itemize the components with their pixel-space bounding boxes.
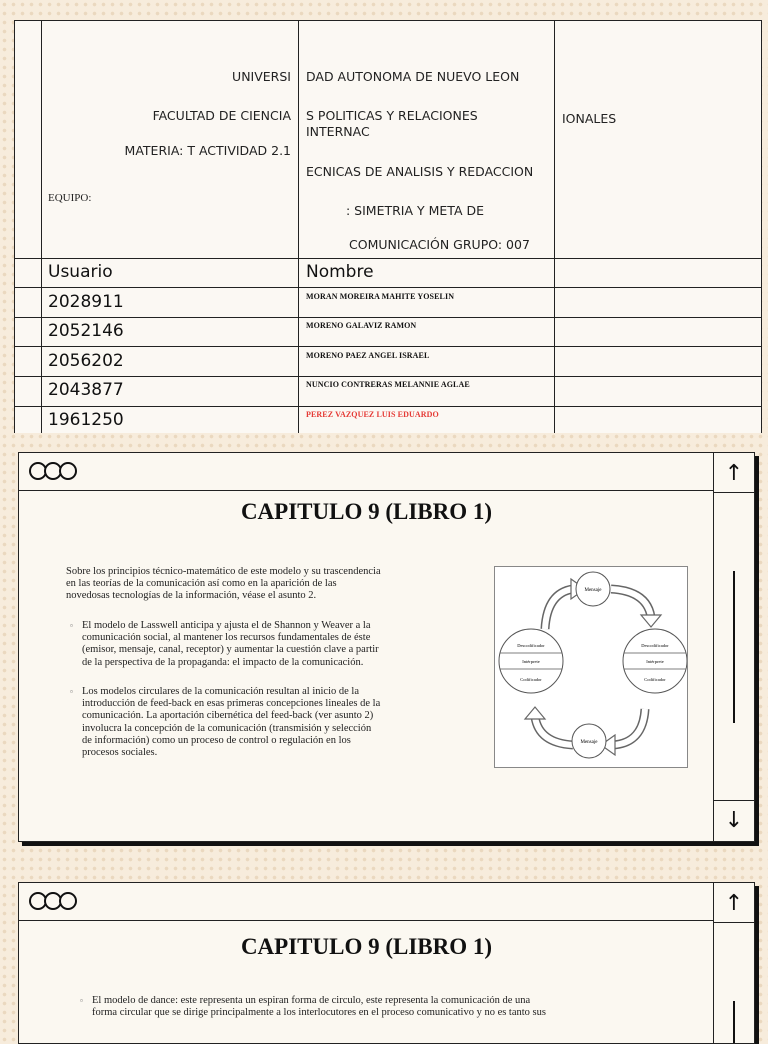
header-faculty-part4: IONALES (562, 111, 617, 126)
slide-intro-paragraph (66, 566, 381, 603)
text-line: El modelo de Lasswell anticipa y ajusta el de Shannon y Weaver a la (82, 620, 371, 631)
bullet-item (70, 686, 381, 759)
table-row-nombre-highlighted: PEREZ VAZQUEZ LUIS EDUARDO (306, 410, 439, 419)
table-row-nombre: MORAN MOREIRA MAHITE YOSELIN (306, 292, 455, 301)
header-faculty-part2: S POLITICAS Y RELACIONES (306, 108, 478, 123)
header-university-part1: UNIVERSI (232, 69, 291, 84)
table-row-nombre: MORENO GALAVIZ RAMON (306, 321, 417, 330)
text-line: Sobre los principios técnico-matemático de este modelo y su trascendencia (66, 566, 381, 577)
header-university-part2: DAD AUTONOMA DE NUEVO LEON (306, 69, 520, 84)
diagram-label: Intérprete (522, 659, 540, 664)
text-line: (emisor, mensaje, canal, receptor) y aumentar la cuestión clave a partir (82, 644, 379, 656)
diagram-svg (495, 567, 687, 767)
table-divider (15, 376, 761, 377)
text-line: en las teorías de la comunicación así como en la aparición de las (66, 578, 337, 590)
slide-2 (18, 882, 755, 1044)
header-subject-label: MATERIA: T ACTIVIDAD 2.1 (124, 143, 291, 158)
table-divider (15, 346, 761, 347)
header-team-label: EQUIPO: (48, 192, 92, 204)
text-line: El modelo de dance: este representa un espiran forma de circulo, este representa la comunicación de una (92, 995, 531, 1006)
text-line: introducción de feed-back en esas primeras concepciones lineales de la (82, 698, 381, 710)
bullet-item (70, 620, 379, 669)
text-line: Los modelos circulares de la comunicación resultan al inicio de la (82, 686, 359, 697)
table-row-nombre: NUNCIO CONTRERAS MELANNIE AGLAE (306, 380, 470, 389)
slide-title: CAPITULO 9 (LIBRO 1) (240, 934, 493, 959)
assignment-header-table (14, 20, 762, 433)
text-line: comunicación. La aportación cibernética del feed-back (ver asunto 2) (82, 710, 374, 722)
text-line: de información) como un proceso de control o regulación en los (82, 734, 351, 746)
three-circles-icon (29, 892, 74, 910)
slide-title: CAPITULO 9 (LIBRO 1) (240, 499, 493, 524)
diagram-label: Codificador (644, 677, 666, 682)
header-topic: : SIMETRIA Y META DE (346, 203, 485, 218)
slide-scrollbar[interactable] (713, 453, 754, 841)
scroll-up-arrow-icon[interactable]: ↑ (714, 455, 754, 493)
diagram-label: Descodificador (641, 643, 669, 648)
column-header-usuario: Usuario (48, 262, 113, 282)
table-divider (41, 21, 42, 433)
text-line: forma circular que se dirige principalmente a los interlocutores en el proceso comunicativo y no es tanto sus (92, 1007, 546, 1019)
header-faculty-part3: INTERNAC (306, 124, 370, 139)
slide-toolbar (19, 453, 714, 491)
table-divider (15, 406, 761, 407)
diagram-label: Codificador (520, 677, 542, 682)
text-line: de la perspectiva de la propaganda: el impacto de la comunicación. (82, 656, 364, 668)
bullet-marker-icon: ▫ (70, 621, 73, 630)
scroll-up-arrow-icon[interactable]: ↑ (714, 885, 754, 923)
header-faculty-part1: FACULTAD DE CIENCIA (152, 108, 291, 123)
slide-toolbar (19, 883, 714, 921)
scroll-thumb[interactable] (733, 571, 735, 723)
table-row-nombre: MORENO PAEZ ANGEL ISRAEL (306, 351, 430, 360)
text-line: comunicación social, al mantener los recursos fundamentales de éste (82, 632, 371, 644)
table-row-usuario: 2043877 (48, 380, 124, 400)
header-group: COMUNICACIÓN GRUPO: 007 (349, 237, 530, 252)
three-circles-icon (29, 462, 74, 480)
circular-communication-diagram (494, 566, 688, 768)
text-line: procesos sociales. (82, 747, 158, 759)
header-subject-value: ECNICAS DE ANALISIS Y REDACCION (306, 164, 534, 179)
slide-1 (18, 452, 755, 842)
text-line: involucra la concepción de la comunicación (transmisión y selección (82, 722, 372, 734)
scroll-thumb[interactable] (733, 1001, 735, 1044)
table-divider (298, 21, 299, 433)
diagram-label: Mensaje (580, 740, 598, 745)
diagram-label: Intérprete (646, 659, 664, 664)
table-row-usuario: 1961250 (48, 410, 124, 430)
table-divider (15, 287, 761, 288)
table-row-usuario: 2052146 (48, 321, 124, 341)
column-header-nombre: Nombre (306, 262, 374, 282)
scroll-down-arrow-icon[interactable]: ↓ (714, 800, 754, 841)
table-divider (15, 317, 761, 318)
diagram-label: Mensaje (584, 588, 602, 593)
text-line: novedosas tecnologías de la información, véase el asunto 2. (66, 590, 317, 602)
bullet-item (80, 995, 546, 1019)
slide-scrollbar[interactable] (713, 883, 754, 1043)
diagram-label: Descodificador (517, 643, 545, 648)
table-row-usuario: 2056202 (48, 351, 124, 371)
table-row-usuario: 2028911 (48, 292, 124, 312)
table-divider (15, 258, 761, 259)
bullet-marker-icon: ▫ (70, 687, 73, 696)
table-divider (554, 21, 555, 433)
bullet-marker-icon: ▫ (80, 996, 83, 1005)
